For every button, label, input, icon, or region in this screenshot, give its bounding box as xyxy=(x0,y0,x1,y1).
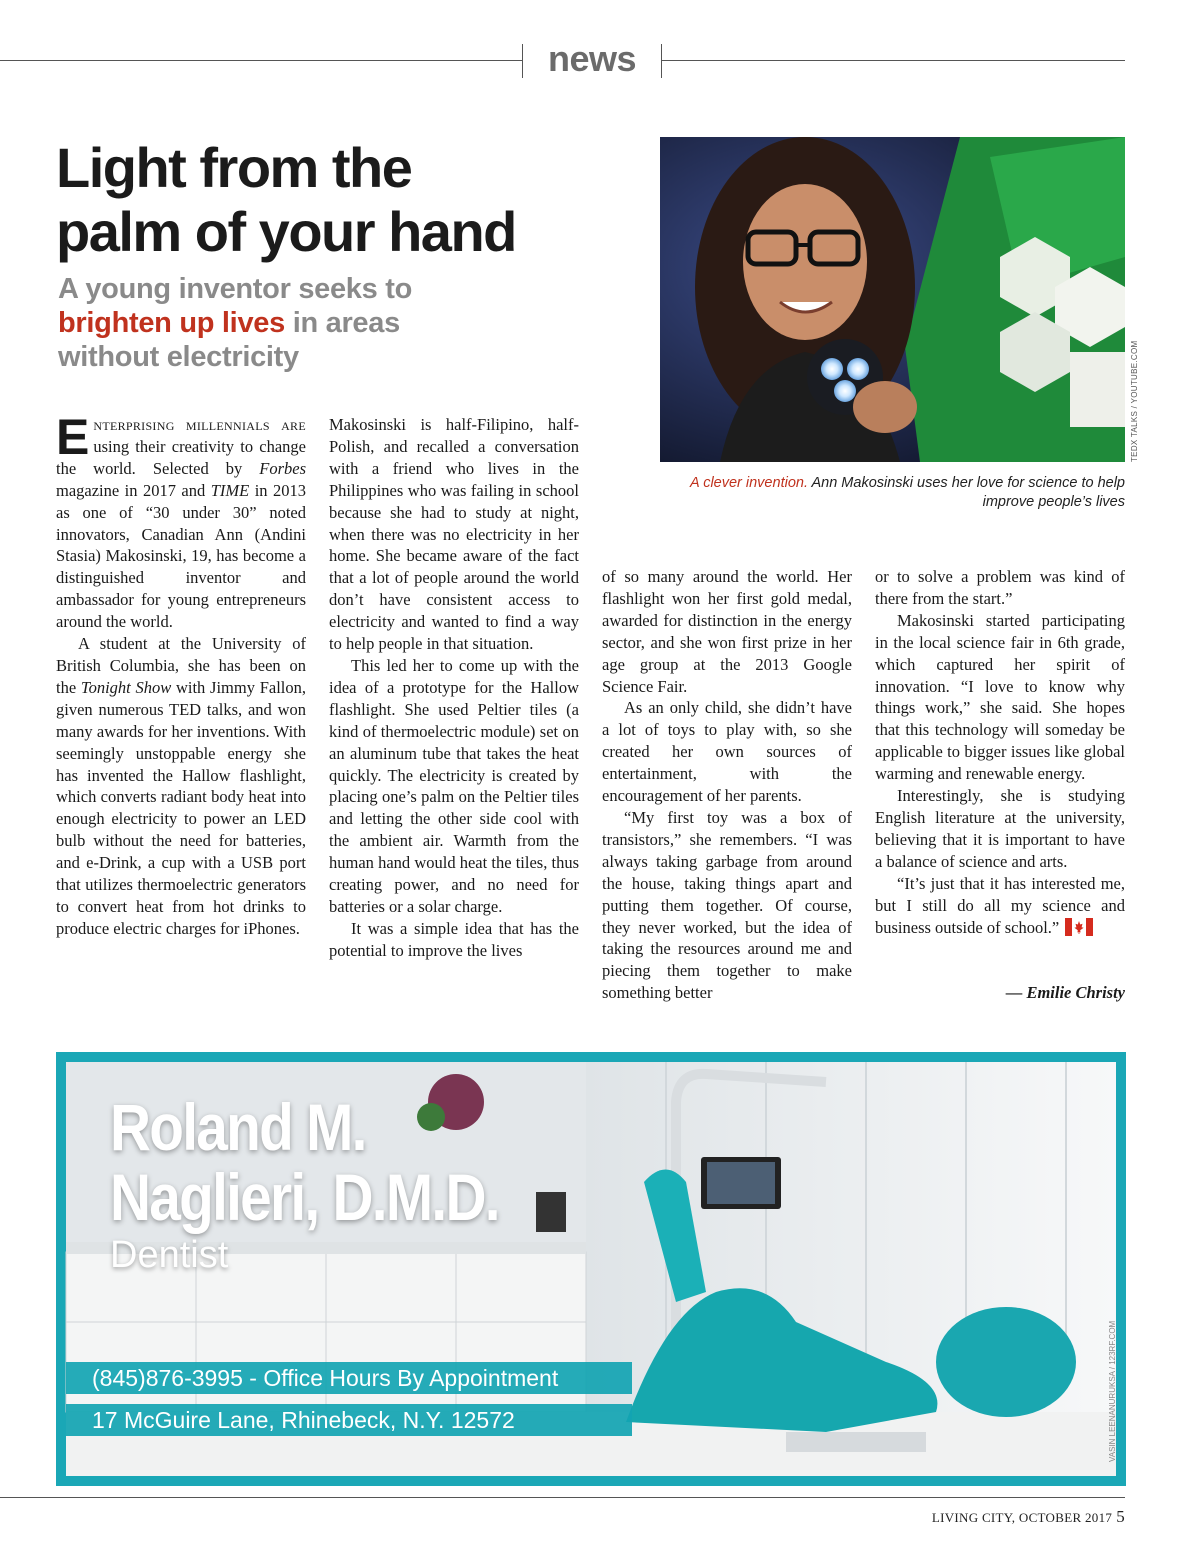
drop-cap: E xyxy=(56,409,90,465)
col1-p1-c: in 2013 as one of “30 under 30” noted innovators, Canadian Ann (Andini Stasia) Makosinski, 19, has become a distinguished inventor and ambassador for young entrepreneurs around the world. xyxy=(56,480,306,632)
photo-credit: TEDX TALKS / YOUTUBE.COM xyxy=(1130,340,1139,462)
col1-paragraph-2 xyxy=(56,633,306,940)
page-footer xyxy=(820,1507,1125,1527)
col2-paragraph-1: Makosinski is half-Filipino, half-Polish, and recalled a conversation with a friend who lives in the Philippines who was failing in school because she had to study at night, when there was no electricity in her home. She became aware of the fact that a lot of people around the world don’t have consistent access to electricity and wanted to find a way to help people in that situation. xyxy=(329,415,579,654)
photo-caption xyxy=(660,474,1125,512)
ad-photo-credit: VASIN LEENANURUKSA / 123RF.COM xyxy=(1108,1320,1117,1462)
col1-p1-b: magazine in 2017 and xyxy=(56,480,211,500)
col1-p1-a: using their creativity to change the world. Selected by xyxy=(56,436,306,478)
col4-paragraph-4 xyxy=(875,873,1125,939)
header-tick-right xyxy=(661,44,662,78)
col1-paragraph-1 xyxy=(56,409,306,633)
article-byline: — Emilie Christy xyxy=(1005,983,1125,1002)
footer-rule xyxy=(0,1497,1125,1498)
col4-p4-text: “It’s just that it has interested me, but I still do all my science and business outside of school.” xyxy=(875,873,1125,937)
caption-lead: A clever invention. xyxy=(690,475,808,491)
subhead-part2: in areas xyxy=(284,307,400,339)
col1-p1-time: TIME xyxy=(210,480,250,500)
ad-address-bar: 17 McGuire Lane, Rhinebeck, N.Y. 12572 xyxy=(66,1404,632,1436)
section-label: news xyxy=(547,38,637,79)
col1-p2-a: A student at the University of British Columbia, she has been on the xyxy=(56,634,306,697)
col4-paragraph-3: Interestingly, she is studying English literature at the university, believing that it is important to have a balance of science and arts. xyxy=(875,786,1125,871)
article-column-3 xyxy=(602,566,852,1004)
col1-p1-forbes: Forbes xyxy=(259,458,306,478)
col4-paragraph-1: or to solve a problem was kind of there from the start.” xyxy=(875,567,1125,608)
ad-name-line1: Roland M. xyxy=(110,1090,366,1164)
col2-paragraph-3: It was a simple idea that has the potential to improve the lives xyxy=(329,918,579,960)
page-number: 5 xyxy=(1116,1507,1125,1526)
article-column-1 xyxy=(56,409,306,940)
subhead-line1: A young inventor seeks to xyxy=(58,273,412,305)
dentist-advertisement xyxy=(56,1052,1126,1486)
article-photo xyxy=(660,137,1125,462)
canada-flag-icon xyxy=(1065,918,1093,936)
ad-photo-area xyxy=(66,1062,1116,1476)
ad-name-line2: Naglieri, D.M.D. xyxy=(110,1160,499,1234)
caption-text: Ann Makosinski uses her love for science to help improve people’s lives xyxy=(807,475,1125,510)
subhead-line3: without electricity xyxy=(58,341,299,373)
inventor-photo-illustration xyxy=(660,137,1125,462)
col2-paragraph-2: This led her to come up with the idea of a prototype for the Hallow flashlight. She used Peltier tiles (a kind of thermoelectric module) set on an aluminum tube that takes the heat quickly. The electricity is created by placing one’s palm on the Peltier tiles and letting the other side cool with the ambient air. Warmth from the human hand would heat the tiles, thus creating power, and no need for batteries or a solar charge. xyxy=(329,655,579,916)
lead-in-smallcaps: nterprising millennials are xyxy=(93,415,306,434)
article-title-line2: palm of your hand xyxy=(56,200,516,263)
article-subhead xyxy=(58,272,618,374)
col3-paragraph-3: “My first toy was a box of transistors,” she remembers. “I was always taking garbage from around the house, taking things apart and putting them together. Of course, they never worked, but the idea of taking the resources around me and piecing them together to make something better xyxy=(602,807,852,1003)
col3-paragraph-1: of so many around the world. Her flashlight won her first gold medal, awarded for distinction in the energy sector, and she won first prize in her age group at the 2013 Google Science Fair. xyxy=(602,567,852,696)
subhead-line2 xyxy=(58,306,618,340)
header-tick-left xyxy=(522,44,523,78)
article-column-2 xyxy=(329,414,579,962)
article-title-line1: Light from the xyxy=(56,136,412,199)
col1-p2-b: with Jimmy Fallon, given numerous TED talks, and won many awards for her inventions. With seemingly unstoppable energy she has invented the Hallow flashlight, which converts radiant body heat into enough electricity to power an LED bulb without the need for batteries, and e-Drink, a cup with a USB port that utilizes thermoelectric generators to convert heat from hot drinks to produce electric charges for iPhones. xyxy=(56,677,306,938)
ad-phone-bar: (845)876-3995 - Office Hours By Appointment xyxy=(66,1362,632,1394)
col3-paragraph-2: As an only child, she didn’t have a lot of toys to play with, so she created her own sources of entertainment, with the encouragement of her parents. xyxy=(602,698,852,806)
article-column-4 xyxy=(875,566,1125,938)
footer-publication: LIVING CITY, OCTOBER 2017 xyxy=(931,1510,1113,1525)
col1-p2-show: Tonight Show xyxy=(80,677,172,697)
subhead-highlight: brighten up lives xyxy=(58,307,285,339)
ad-dentist-name xyxy=(110,1092,499,1232)
col4-paragraph-2: Makosinski started participating in the local science fair in 6th grade, which captured her spirit of innovation. “I love to know why things work,” she said. She hopes that this technology will someday be applicable to bigger issues like global warming and renewable energy. xyxy=(875,610,1125,784)
ad-role: Dentist xyxy=(110,1234,229,1276)
header-rule-left xyxy=(0,60,522,61)
header-rule-right xyxy=(662,60,1125,61)
article-title xyxy=(56,136,636,264)
